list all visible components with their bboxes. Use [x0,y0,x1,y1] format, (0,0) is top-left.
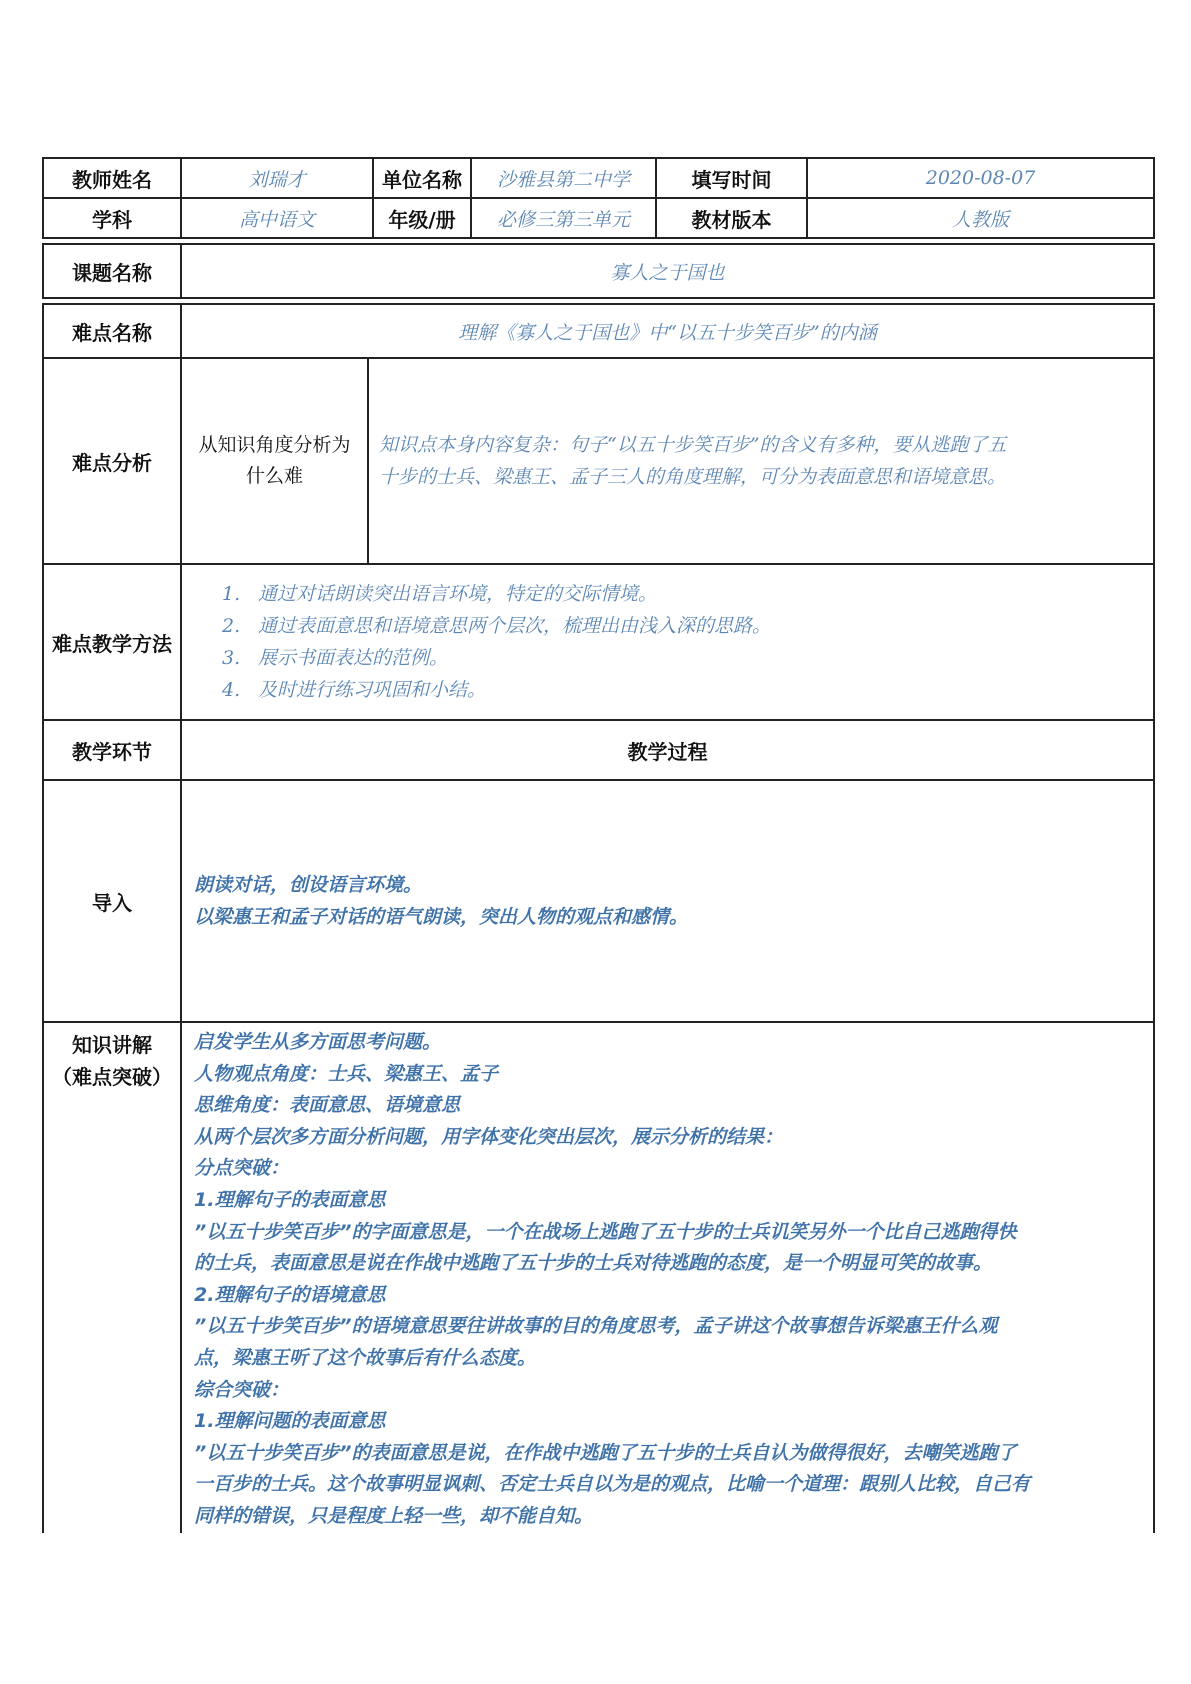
methods-label: 难点教学方法 [43,564,181,720]
fill-date-label: 填写时间 [656,158,807,198]
methods-item: 3. 展示书面表达的范例。 [222,647,449,669]
knowledge-label-line2: （难点突破） [52,1065,172,1089]
grade-label: 年级/册 [373,198,471,238]
knowledge-line: 同样的错误，只是程度上轻一些，却不能自知。 [194,1504,594,1527]
knowledge-line: ”以五十步笑百步”的表面意思是说，在作战中逃跑了五十步的士兵自认为做得很好，去嘲笑逃跑了 [194,1441,1017,1464]
teacher-name-value: 刘瑞才 [181,158,373,198]
knowledge-line: 综合突破： [194,1378,290,1401]
methods-row [43,564,1154,720]
textbook-value: 人教版 [807,198,1154,238]
knowledge-line: 分点突破： [194,1157,290,1180]
fill-date-value: 2020-08-07 [807,158,1154,198]
analysis-text-line2: 十步的士兵、梁惠王、孟子三人的角度理解，可分为表面意思和语境意思。 [379,466,1007,488]
analysis-angle [181,358,368,564]
difficulty-row [43,304,1154,358]
knowledge-line: 启发学生从多方面思考问题。 [194,1031,442,1053]
knowledge-line: 一百步的士兵。这个故事明显讽刺、否定士兵自以为是的观点，比喻一个道理：跟别人比较，自己有 [194,1473,1031,1496]
analysis-text-line1: 知识点本身内容复杂：句子“以五十步笑百步”的含义有多种，要从逃跑了五 [379,434,1007,456]
knowledge-line: 从两个层次多方面分析问题，用字体变化突出层次，展示分析的结果： [194,1125,784,1148]
subject-label: 学科 [43,198,181,238]
header-row-1 [43,158,1154,198]
knowledge-row [43,1022,1154,1533]
analysis-text [368,358,1154,564]
topic-row [43,244,1154,298]
topic-label: 课题名称 [43,244,181,298]
knowledge-content [181,1022,1154,1533]
textbook-label: 教材版本 [656,198,807,238]
knowledge-line: 的士兵，表面意思是说在作战中逃跑了五十步的士兵对待逃跑的态度，是一个明显可笑的故事。 [194,1252,993,1275]
teaching-stage-label: 教学环节 [43,720,181,780]
difficulty-value: 理解《寡人之于国也》中“以五十步笑百步”的内涵 [181,304,1154,358]
knowledge-label-line1: 知识讲解 [72,1033,152,1057]
lesson-plan-table [42,157,1155,1533]
knowledge-label [43,1022,181,1533]
analysis-angle-line2: 什么难 [245,465,303,487]
knowledge-line: 1.理解问题的表面意思 [194,1410,386,1433]
knowledge-line: 人物观点角度：士兵、梁惠王、孟子 [194,1062,499,1085]
intro-line2: 以梁惠王和孟子对话的语气朗读，突出人物的观点和感情。 [194,906,689,928]
subject-value: 高中语文 [181,198,373,238]
analysis-label: 难点分析 [43,358,181,564]
methods-item: 4. 及时进行练习巩固和小结。 [222,679,487,701]
difficulty-label: 难点名称 [43,304,181,358]
topic-value: 寡人之于国也 [181,244,1154,298]
knowledge-line: 点，梁惠王听了这个故事后有什么态度。 [194,1346,537,1369]
intro-line1: 朗读对话，创设语言环境。 [194,874,423,896]
knowledge-line: 2.理解句子的语境意思 [194,1283,386,1306]
methods-list [181,564,1154,720]
intro-content [181,780,1154,1022]
knowledge-line: ”以五十步笑百步”的字面意思是，一个在战场上逃跑了五十步的士兵讥笑另外一个比自己逃跑得快 [194,1220,1017,1243]
knowledge-line: ”以五十步笑百步”的语境意思要往讲故事的目的角度思考，孟子讲这个故事想告诉梁惠王什么观 [194,1315,998,1338]
analysis-angle-line1: 从知识角度分析为 [198,434,351,456]
unit-name-value: 沙雅县第二中学 [471,158,656,198]
intro-label: 导入 [43,780,181,1022]
teacher-name-label: 教师姓名 [43,158,181,198]
methods-item: 1. 通过对话朗读突出语言环境，特定的交际情境。 [222,583,658,605]
teaching-process-label: 教学过程 [181,720,1154,780]
knowledge-line: 思维角度：表面意思、语境意思 [194,1094,461,1117]
process-header-row [43,720,1154,780]
intro-row [43,780,1154,1022]
header-row-2 [43,198,1154,238]
analysis-row [43,358,1154,564]
unit-name-label: 单位名称 [373,158,471,198]
grade-value: 必修三第三单元 [471,198,656,238]
knowledge-line: 1.理解句子的表面意思 [194,1188,386,1211]
methods-item: 2. 通过表面意思和语境意思两个层次，梳理出由浅入深的思路。 [222,615,772,637]
